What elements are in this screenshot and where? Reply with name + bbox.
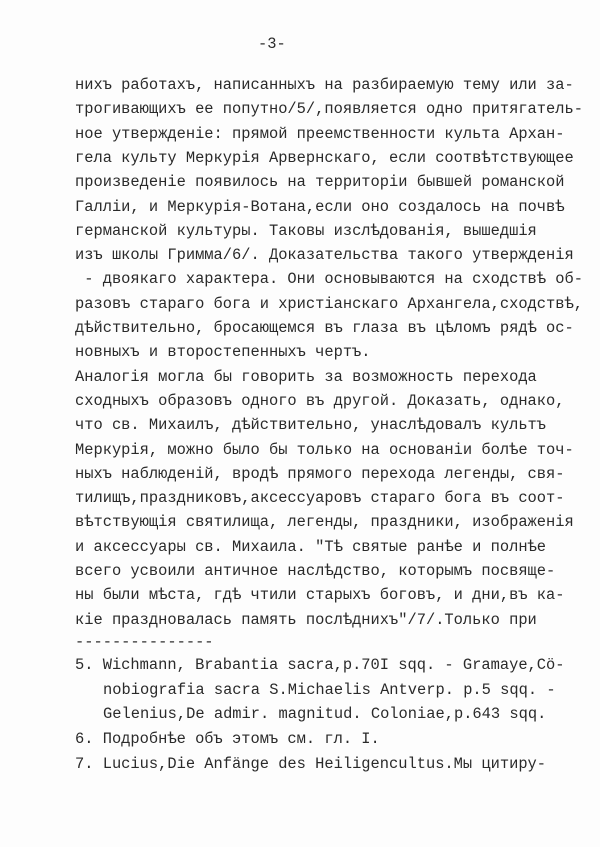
footnote-line: 5. Wichmann, Brabantia sacra,p.70I sqq. - Gramaye,Cö- [75, 656, 565, 674]
body-line: Меркурія, можно было бы только на основаніи болѣе точ- [75, 440, 574, 459]
body-line: Аналогія могла бы говорить за возможность перехода [75, 367, 537, 386]
body-line: Галліи, и Меркурія-Вотана,если оно создалось на почвѣ [75, 197, 565, 216]
body-line: что св. Михаилъ, дѣйствительно, унаслѣдовалъ культъ [75, 416, 547, 435]
body-line: гела культу Меркурія Арвернскаго, если соотвѣтствующее [75, 148, 574, 167]
body-line: ное утвержденіе: прямой преемственности культа Архан- [75, 124, 565, 143]
body-line: кіе праздновалась память послѣднихъ"/7/.Только при [75, 610, 537, 629]
footnote-separator: --------------- [75, 633, 214, 651]
body-line: нихъ работахъ, написанныхъ на разбираемую тему или за- [75, 76, 574, 94]
body-line: новныхъ и второстепенныхъ чертъ. [75, 343, 371, 362]
footnote-line: Gelenius,De admir. magnitud. Coloniae,p.643 sqq. [103, 705, 547, 724]
body-line: произведеніе появилось на территоріи бывшей романской [75, 173, 565, 192]
footnote-line: 7. Lucius,Die Anfänge des Heiligencultus.Мы цитиру- [75, 754, 547, 773]
footnote-line: nobiografia sacra S.Michaelis Antverp. p.5 sqq. - [103, 680, 556, 699]
body-line: - двоякаго характера. Они основываются на сходствѣ об- [75, 270, 583, 289]
page-number: -3- [258, 35, 286, 53]
body-line: тилищъ,праздниковъ,аксессуаровъ стараго бога въ соот- [75, 489, 565, 508]
footnote-line: 6. Подробнѣе объ этомъ см. гл. I. [75, 730, 380, 749]
body-line: ныхъ наблюденій, вродѣ прямого перехода легенды, свя- [75, 464, 565, 483]
body-line: трогивающихъ ее попутно/5/,появляется одно притягатель- [75, 100, 583, 119]
body-line: разовъ стараго бога и христіанскаго Архангела,сходствѣ, [75, 294, 583, 313]
body-line: дѣйствительно, бросающемся въ глаза въ цѣломъ рядѣ ос- [75, 319, 574, 337]
body-line: изъ школы Гримма/6/. Доказательства такого утвержденія [75, 246, 574, 265]
body-line: вѣтствующія святилища, легенды, праздники, изображенія [75, 513, 574, 532]
body-line: ны были мѣста, гдѣ чтили старыхъ боговъ, и дни,въ ка- [75, 586, 565, 605]
body-line: и аксессуары св. Михаила. "Тѣ святые ранѣе и полнѣе [75, 537, 547, 556]
body-line: сходныхъ образовъ одного въ другой. Доказать, однако, [75, 391, 565, 410]
body-line: всего усвоили античное наслѣдство, которымъ посвяще- [75, 562, 556, 580]
body-line: германской культуры. Таковы изслѣдованія, вышедшія [75, 221, 537, 240]
